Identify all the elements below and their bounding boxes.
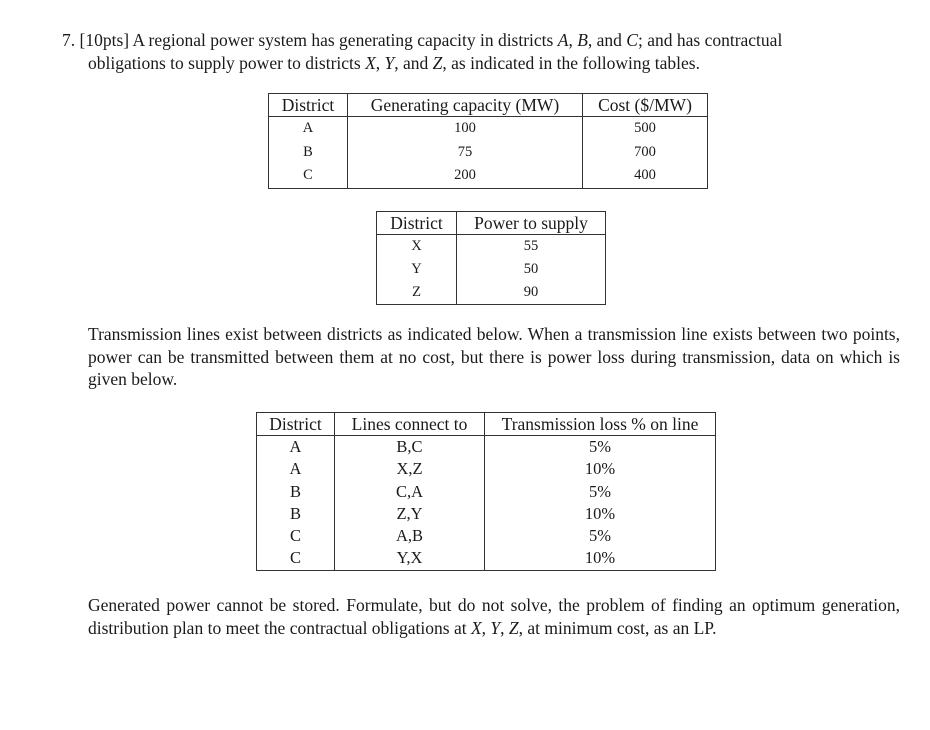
generation-table — [268, 93, 708, 189]
column-header: Power to supply — [457, 212, 606, 235]
table-cell: A — [257, 458, 335, 480]
table-cell: Y,X — [335, 547, 485, 570]
table-cell: 5% — [485, 481, 716, 503]
table-cell: 10% — [485, 458, 716, 480]
table-cell: 90 — [457, 281, 606, 305]
problem-number: 7. — [62, 30, 76, 50]
table-cell: C,A — [335, 481, 485, 503]
column-header: District — [269, 94, 348, 117]
table-header-row — [257, 413, 716, 436]
table-row — [257, 503, 716, 525]
table-cell: 700 — [583, 141, 708, 165]
table-cell: X,Z — [335, 458, 485, 480]
table-cell: A — [257, 436, 335, 459]
table-cell: C — [257, 525, 335, 547]
table-row — [377, 235, 606, 259]
column-header: Generating capacity (MW) — [348, 94, 583, 117]
table-header-row — [377, 212, 606, 235]
table-cell: 10% — [485, 547, 716, 570]
table-cell: B — [257, 481, 335, 503]
table-cell: 5% — [485, 436, 716, 459]
problem-intro: 7. [10pts] A regional power system has generating capacity in districts A, B, and C; and has contractual obligations to supply power to districts X, Y, and Z, as indicated in the following tables. — [62, 29, 907, 74]
table-cell: 10% — [485, 503, 716, 525]
column-header: Transmission loss % on line — [485, 413, 716, 436]
table-row — [257, 458, 716, 480]
table-cell: 55 — [457, 235, 606, 259]
table-cell: 100 — [348, 117, 583, 141]
table-row — [257, 481, 716, 503]
table-cell: Y — [377, 258, 457, 281]
table-cell: Z — [377, 281, 457, 305]
table-row — [257, 525, 716, 547]
table-cell: B,C — [335, 436, 485, 459]
table-cell: B — [257, 503, 335, 525]
table-cell: Z,Y — [335, 503, 485, 525]
table-cell: 200 — [348, 164, 583, 188]
table-row — [269, 164, 708, 188]
closing-paragraph: Generated power cannot be stored. Formulate, but do not solve, the problem of finding an optimum generation, distribution plan to meet the contractual obligations at X, Y, Z, at minimum cost, as an LP. — [88, 595, 900, 638]
table-cell: B — [269, 141, 348, 165]
table-cell: A — [269, 117, 348, 141]
table-header-row — [269, 94, 708, 117]
table-row — [257, 547, 716, 570]
table-cell: C — [257, 547, 335, 570]
column-header: Lines connect to — [335, 413, 485, 436]
table-cell: C — [269, 164, 348, 188]
table-cell: 400 — [583, 164, 708, 188]
table-row — [269, 117, 708, 141]
problem-points: [10pts] — [79, 30, 130, 50]
demand-table — [376, 211, 606, 305]
table-row — [377, 281, 606, 305]
transmission-paragraph: Transmission lines exist between districts as indicated below. When a transmission line exists between two points, power can be transmitted between them at no cost, but there is power loss during transmission, data on which is given below. — [88, 324, 900, 389]
table-row — [269, 141, 708, 165]
table-cell: 75 — [348, 141, 583, 165]
table-cell: 50 — [457, 258, 606, 281]
transmission-table — [256, 412, 716, 571]
table-cell: 500 — [583, 117, 708, 141]
intro-line-2: obligations to supply power to districts X, Y, and Z, as indicated in the following tables. — [88, 52, 700, 73]
table-cell: X — [377, 235, 457, 259]
table-cell: 5% — [485, 525, 716, 547]
column-header: District — [377, 212, 457, 235]
table-cell: A,B — [335, 525, 485, 547]
column-header: District — [257, 413, 335, 436]
column-header: Cost ($/MW) — [583, 94, 708, 117]
table-row — [377, 258, 606, 281]
table-row — [257, 436, 716, 459]
